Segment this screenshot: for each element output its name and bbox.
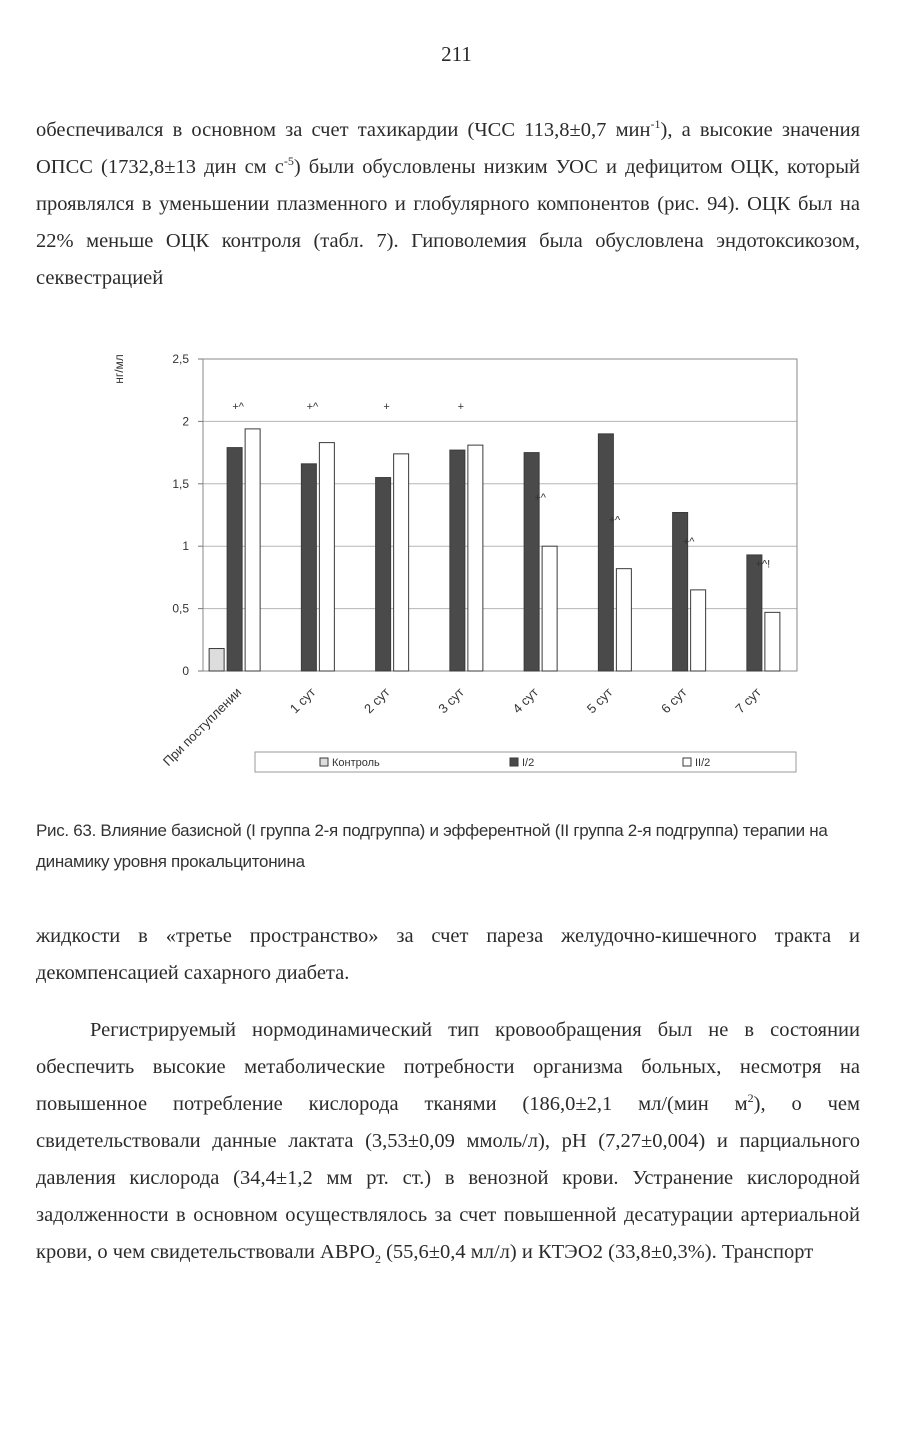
paragraph-3 [36,1012,860,1271]
bar [598,434,613,671]
y-tick-label: 2 [182,414,189,429]
bar [227,448,242,671]
chart-legend [255,752,796,772]
category-label: 5 сут [583,684,616,717]
category-label: 2 сут [361,684,393,717]
category-label: 6 сут [658,684,690,717]
category-label: 3 сут [435,684,467,717]
paragraph-1-sup-2: -5 [283,154,294,169]
significance-annotation: +^ [682,535,695,548]
plot-area-border [203,359,797,671]
legend-swatch [510,758,518,766]
paragraph-1-part-3: ) были обусловлены низким УОС и дефицитом ОЦК, который проявлялся в уменьшении плазменного и глобулярного компонентов (рис. 94). ОЦК был на 22% меньше ОЦК контроля (табл. 7). Гиповолемия была обусловлена эндотоксикозом, секвестрацией [36,156,861,289]
paragraph-1-sup-1: -1 [650,117,661,132]
bar [616,569,631,671]
bar [450,450,465,671]
y-tick-label: 2,5 [172,352,189,366]
significance-annotation: +^ [232,401,244,413]
y-tick-label: 1 [182,539,189,554]
category-label: 7 сут [732,684,764,717]
bar [524,453,539,671]
significance-annotation: +^! [755,558,771,571]
bar [542,546,557,671]
category-label: При поступлении [159,684,245,769]
chart-bars [209,429,780,671]
paragraph-2: жидкости в «третье пространство» за счет пареза желудочно-кишечного тракта и декомпенсацией сахарного диабета. [36,925,860,984]
bar [468,445,483,671]
paragraph-3-part-2: ), о чем свидетельствовали данные лактата (3,53±0,09 ммоль/л), pH (7,27±0,004) и парциального давления кислорода (34,4±1,2 мм рт. ст.) в венозной крови. Устранение кислородной задолженности в основном осуществлялось за счет повышенной десатурации артериальной крови, о чем свидетельствовали АВРО [36,1093,860,1263]
bar [301,464,316,671]
legend-label: Контроль [332,757,380,769]
bar [765,612,780,671]
paragraph-1-part-2: ), а высокие значения ОПСС (1732,8±13 дин см с [36,119,860,178]
paragraph-3-part-1: Регистрируемый нормодинамический тип кровообращения был не в состоянии обеспечить высокие метаболические потребности организма больных, несмотря на повышенное потребление кислорода тканями (186,0±2,1 мл/(мин м [36,1019,860,1115]
bar [245,429,260,671]
bar [394,454,409,671]
paragraph-3-sub: 2 [374,1252,381,1267]
significance-annotation: +^ [306,401,319,413]
y-tick-label: 0,5 [172,601,189,616]
significance-annotation: +^ [608,514,621,527]
y-axis-ticks [172,352,203,678]
bar [319,443,334,671]
paragraph-3-part-3: (55,6±0,4 мл/л) и КТЭО2 (33,8±0,3%). Транспорт [380,1241,814,1263]
y-tick-label: 0 [182,664,189,678]
significance-annotation: + [383,401,390,413]
category-label: 4 сут [509,684,542,717]
legend-swatch [320,758,328,766]
bar [376,478,391,671]
chart-gridlines [203,421,797,608]
bar [209,649,224,671]
legend-label: II/2 [695,757,711,769]
y-axis-label: нг/мл [112,354,126,384]
paragraph-1-part-1: обеспечивался в основном за счет тахикардии (ЧСС 113,8±0,7 мин [36,119,651,141]
bar [747,555,762,671]
legend-label: I/2 [522,757,535,769]
significance-annotation: + [457,401,465,413]
legend-swatch [683,758,691,766]
significance-annotation: +^ [534,492,546,505]
page-number: 211 [441,42,472,66]
category-label: 1 сут [286,684,319,717]
figure-caption: Рис. 63. Влияние базисной (I группа 2-я подгруппа) и эфферентной (II группа 2-я подгруппа) терапии на динамику уровня прокальцитонина [36,821,828,871]
bar [691,590,706,671]
paragraph-3-sup: 2 [747,1091,754,1106]
y-tick-label: 1,5 [172,476,189,491]
